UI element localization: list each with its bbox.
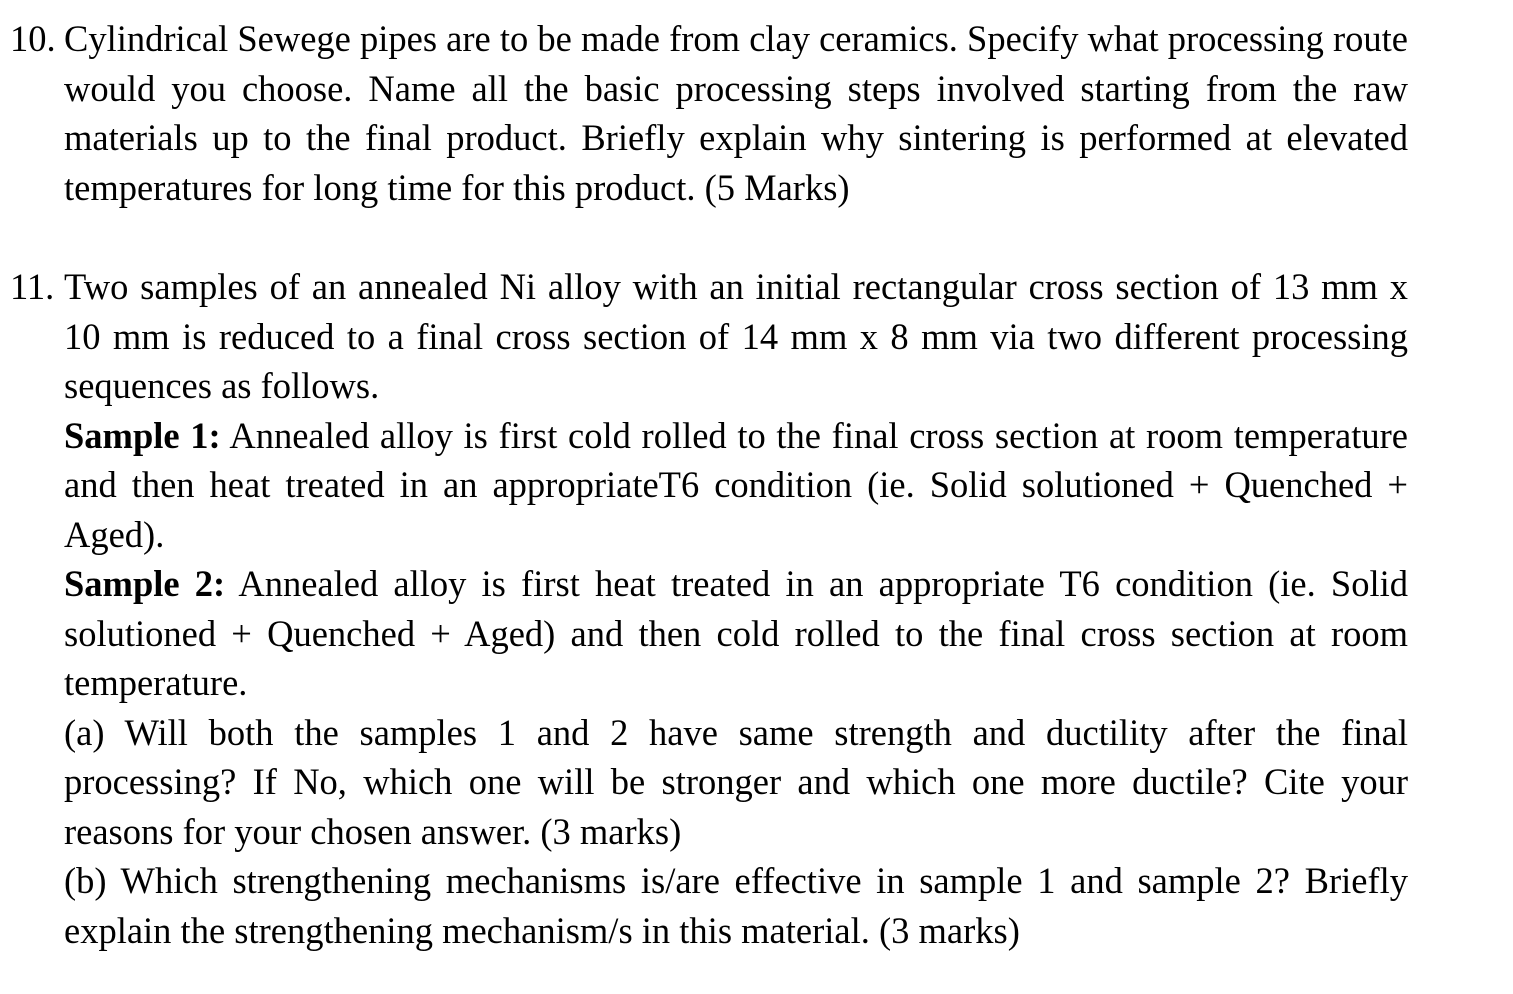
part-b: (b) Which strengthening mechanisms is/are effective in sample 1 and sample 2? Briefly explain the strengthening mechanism/s in this material. (3 marks) bbox=[64, 860, 1408, 951]
question-number: 10. bbox=[10, 18, 56, 59]
question-intro: Two samples of an annealed Ni alloy with an initial rectangular cross section of 13 mm x 10 mm is reduced to a final cross section of 14 mm x 8 mm via two different processing sequences as follows. bbox=[64, 266, 1408, 406]
part-a: (a) Will both the samples 1 and 2 have same strength and ductility after the final processing? If No, which one will be stronger and which one more ductile? Cite your reasons for your chosen answer. (3 marks) bbox=[64, 711, 1408, 852]
sample-2-label: Sample 2: bbox=[64, 563, 226, 604]
sample-2-description bbox=[64, 559, 1408, 708]
sample-2-text: Annealed alloy is first heat treated in an appropriate T6 condition (ie. Solid solutioned + Quenched + Aged) and then cold rolled to the final cross section at room temperature. bbox=[64, 563, 1409, 703]
question-body bbox=[64, 262, 1408, 955]
question-body bbox=[64, 14, 1408, 212]
question-11 bbox=[10, 262, 1408, 955]
question-10 bbox=[10, 14, 1408, 212]
question-text: Cylindrical Sewege pipes are to be made from clay ceramics. Specify what processing route would you choose. Name all the basic processing steps involved starting from the raw materials up to the final product. Briefly explain why sintering is performed at elevated temperatures for long time for this product. (5 Marks) bbox=[64, 18, 1408, 208]
sample-1-description bbox=[64, 411, 1408, 560]
sample-1-label: Sample 1: bbox=[64, 414, 221, 456]
sample-1-text: Annealed alloy is first cold rolled to the final cross section at room temperature and then heat treated in an appropriateT6 condition (ie. Solid solutioned + Quenched + Aged). bbox=[64, 414, 1409, 555]
question-number: 11. bbox=[10, 266, 55, 307]
